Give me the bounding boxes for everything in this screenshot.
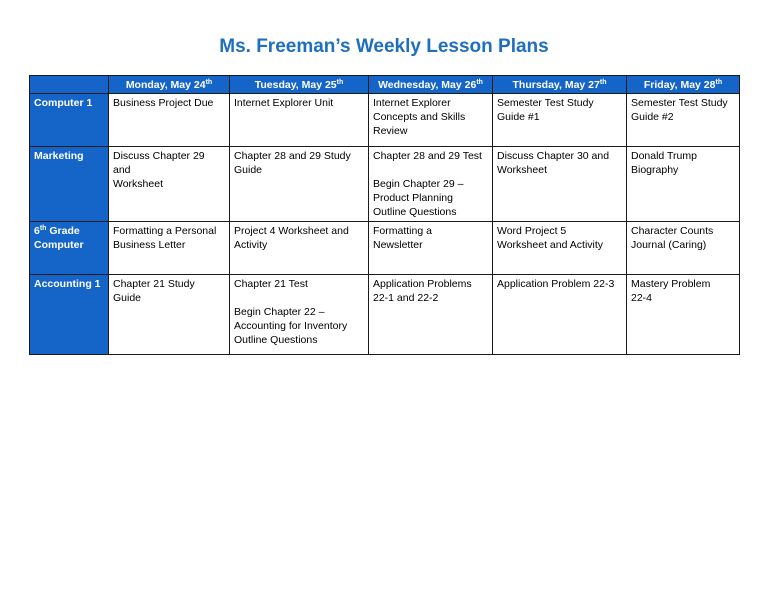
lesson-line: Newsletter xyxy=(373,239,423,251)
lesson-cell xyxy=(109,222,230,275)
lesson-cell xyxy=(493,147,627,222)
lesson-cell xyxy=(369,222,493,275)
lesson-line: Formatting a Personal xyxy=(113,225,217,237)
lesson-line: Biography xyxy=(631,164,679,176)
lesson-cell xyxy=(493,94,627,147)
lesson-line: Review xyxy=(373,125,408,137)
lesson-line: Worksheet xyxy=(497,164,547,176)
day-header: Tuesday, May 25th xyxy=(230,76,369,94)
lesson-line: Donald Trump xyxy=(631,150,697,162)
lesson-line: 22-1 and 22-2 xyxy=(373,292,439,304)
lesson-line: Chapter 28 and 29 Test xyxy=(373,150,482,162)
class-name-cell xyxy=(30,275,109,355)
class-row xyxy=(30,147,740,222)
lesson-cell xyxy=(369,94,493,147)
paragraph-gap xyxy=(234,291,364,305)
lesson-cell xyxy=(627,275,740,355)
lesson-line: Guide xyxy=(234,164,263,176)
lesson-line: Outline Questions xyxy=(234,334,318,346)
lesson-line: Project 4 Worksheet and xyxy=(234,225,349,237)
lesson-cell xyxy=(627,222,740,275)
day-header: Friday, May 28th xyxy=(627,76,740,94)
class-name-line: Computer xyxy=(34,239,84,251)
lesson-cell xyxy=(493,275,627,355)
class-row xyxy=(30,222,740,275)
lesson-cell xyxy=(230,275,369,355)
lesson-line: Worksheet and Activity xyxy=(497,239,604,251)
lesson-line: Application Problem 22-3 xyxy=(497,278,615,290)
lesson-line: Guide #1 xyxy=(497,111,540,123)
class-name-line: Computer 1 xyxy=(34,97,93,109)
lesson-line: Chapter 21 Test xyxy=(234,278,308,290)
lesson-line: Worksheet xyxy=(113,178,163,190)
lesson-line: Character Counts xyxy=(631,225,714,237)
lesson-line: Begin Chapter 22 – xyxy=(234,306,325,318)
lesson-line: Discuss Chapter 29 and xyxy=(113,150,205,176)
lesson-line: Outline Questions xyxy=(373,206,457,218)
day-header: Thursday, May 27th xyxy=(493,76,627,94)
class-name-cell xyxy=(30,94,109,147)
class-name-line: Accounting 1 xyxy=(34,278,101,290)
lesson-cell xyxy=(230,222,369,275)
lesson-line: Chapter 28 and 29 Study xyxy=(234,150,351,162)
class-name-line: 6th Grade xyxy=(34,225,80,237)
lesson-cell xyxy=(230,94,369,147)
lesson-line: Word Project 5 xyxy=(497,225,567,237)
page-title: Ms. Freeman’s Weekly Lesson Plans xyxy=(219,36,549,57)
day-header-row xyxy=(30,76,740,94)
lesson-line: Begin Chapter 29 – xyxy=(373,178,464,190)
lesson-line: Business Project Due xyxy=(113,97,214,109)
lesson-rows xyxy=(30,94,740,355)
paragraph-gap xyxy=(373,163,488,177)
lesson-line: Activity xyxy=(234,239,268,251)
lesson-cell xyxy=(369,275,493,355)
day-header: Wednesday, May 26th xyxy=(369,76,493,94)
lesson-line: Internet Explorer xyxy=(373,97,451,109)
lesson-line: Semester Test Study xyxy=(631,97,728,109)
lesson-line: Guide #2 xyxy=(631,111,674,123)
class-name-cell xyxy=(30,222,109,275)
lesson-line: Accounting for Inventory xyxy=(234,320,348,332)
lesson-line: 22-4 xyxy=(631,292,653,304)
lesson-line: Business Letter xyxy=(113,239,186,251)
lesson-line: Semester Test Study xyxy=(497,97,594,109)
lesson-cell xyxy=(230,147,369,222)
lesson-line: Mastery Problem xyxy=(631,278,711,290)
class-name-line: Marketing xyxy=(34,150,84,162)
class-row xyxy=(30,275,740,355)
lesson-plan-table xyxy=(29,75,740,355)
lesson-line: Concepts and Skills xyxy=(373,111,466,123)
class-name-cell xyxy=(30,147,109,222)
lesson-line: Chapter 21 Study xyxy=(113,278,195,290)
lesson-line: Formatting a xyxy=(373,225,432,237)
lesson-line: Journal (Caring) xyxy=(631,239,707,251)
lesson-cell xyxy=(109,94,230,147)
lesson-cell xyxy=(627,147,740,222)
lesson-line: Internet Explorer Unit xyxy=(234,97,334,109)
lesson-line: Discuss Chapter 30 and xyxy=(497,150,610,162)
class-row xyxy=(30,94,740,147)
lesson-cell xyxy=(109,147,230,222)
lesson-line: Application Problems xyxy=(373,278,472,290)
lesson-cell xyxy=(109,275,230,355)
corner-cell xyxy=(30,76,109,94)
lesson-cell xyxy=(493,222,627,275)
lesson-line: Product Planning xyxy=(373,192,453,204)
lesson-line: Guide xyxy=(113,292,142,304)
day-header: Monday, May 24th xyxy=(109,76,230,94)
lesson-cell xyxy=(369,147,493,222)
lesson-cell xyxy=(627,94,740,147)
